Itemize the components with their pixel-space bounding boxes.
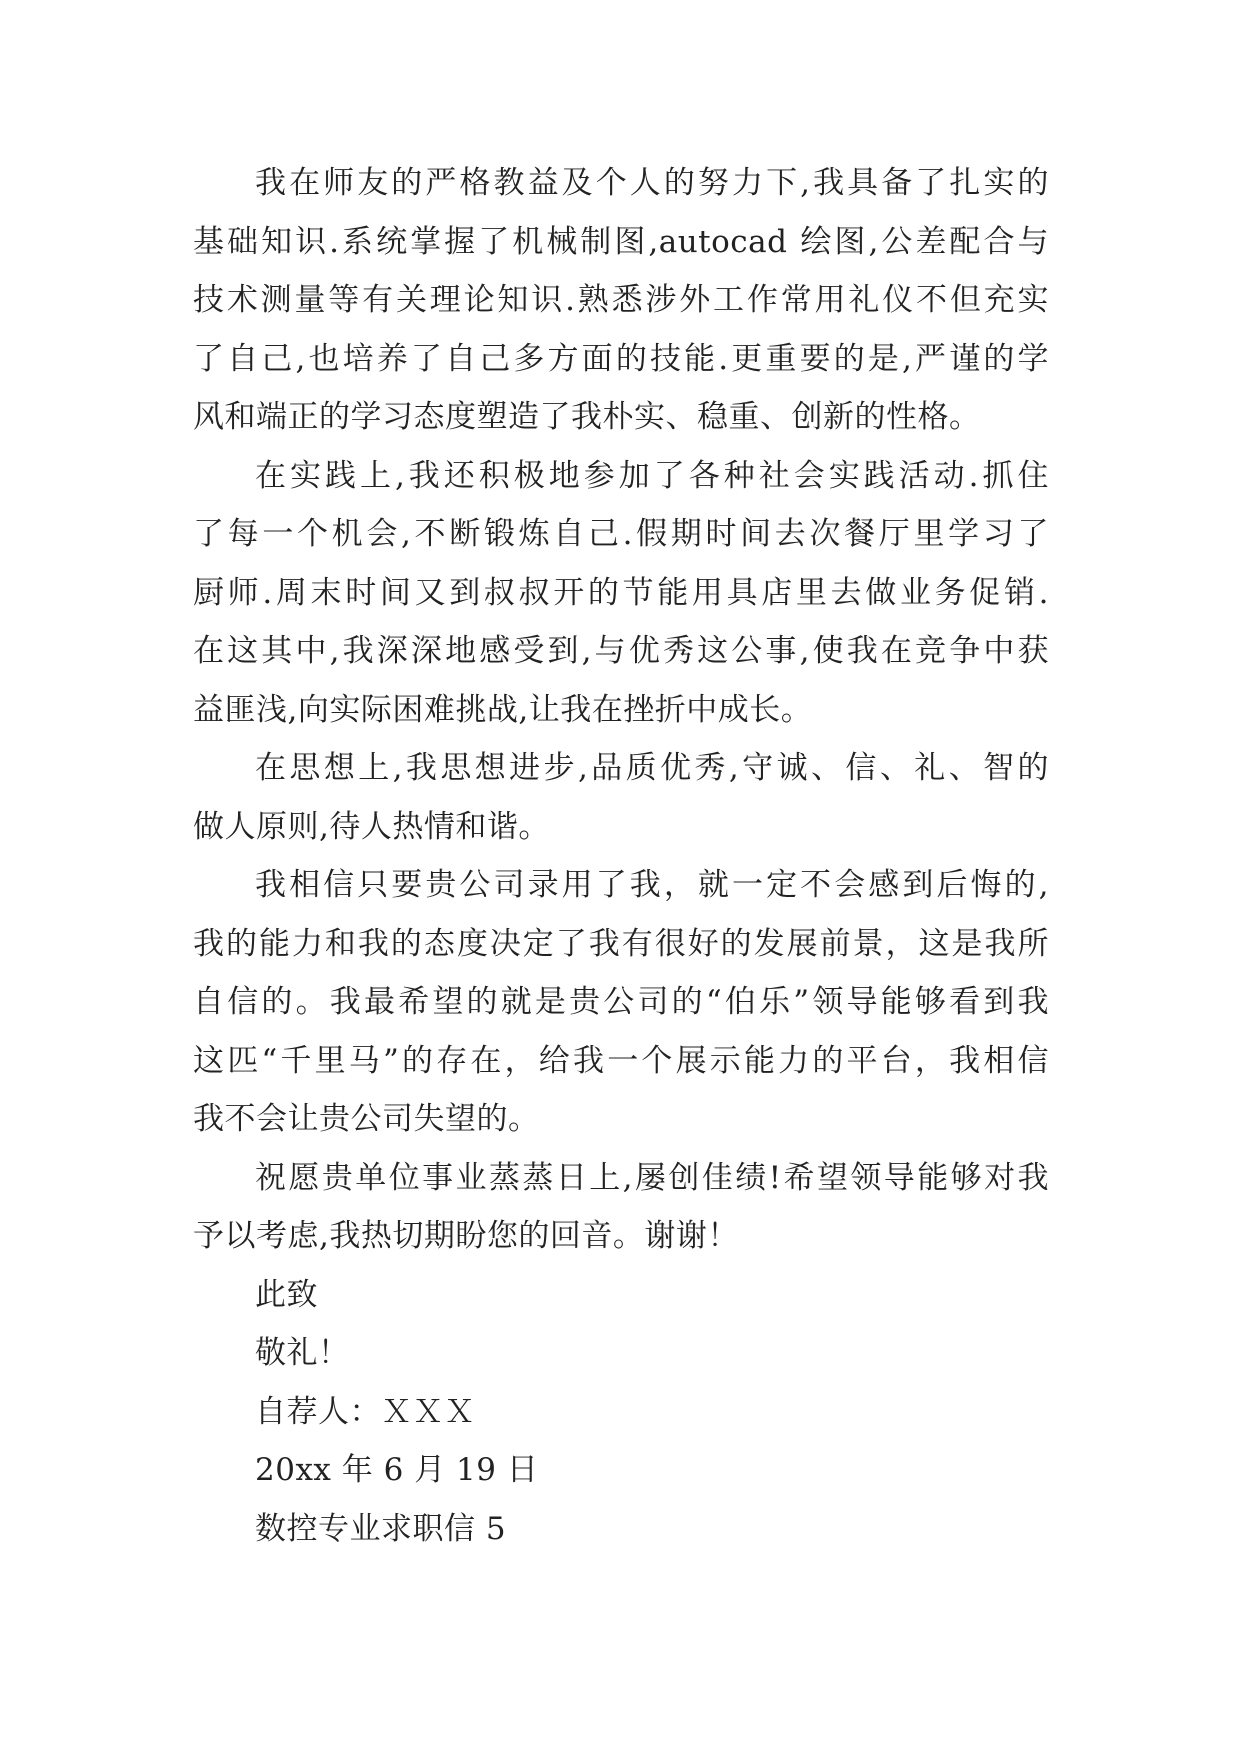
text-line: 我在师友的严格教益及个人的努力下,我具备了扎实的 — [255, 165, 1049, 201]
paragraph-practice — [193, 447, 1049, 740]
text-line: 益匪浅,向实际困难挑战,让我在挫折中成长。 — [193, 691, 813, 728]
text-line: 做人原则,待人热情和谐。 — [193, 808, 550, 845]
paragraph-education — [193, 154, 1049, 447]
paragraph-thought — [193, 739, 1049, 856]
text-line: 了自己,也培养了自己多方面的技能.更重要的是,严谨的学 — [193, 340, 1049, 377]
text-line: 风和端正的学习态度塑造了我朴实、稳重、创新的性格。 — [193, 399, 981, 435]
date-line: 20xx 年 6 月 19 日 — [255, 1452, 539, 1488]
text-line: 技术测量等有关理论知识.熟悉涉外工作常用礼仪不但充实 — [193, 282, 1049, 318]
text-line: 祝愿贵单位事业蒸蒸日上,屡创佳绩!希望领导能够对我 — [255, 1159, 1049, 1196]
text-line: 自信的。我最希望的就是贵公司的“伯乐”领导能够看到我 — [193, 984, 1049, 1020]
text-line: 这匹“千里马”的存在，给我一个展示能力的平台，我相信 — [193, 1042, 1049, 1079]
letter-body — [193, 154, 1049, 1558]
text-line: 我的能力和我的态度决定了我有很好的发展前景，这是我所 — [193, 925, 1049, 962]
closing-regards: 敬礼！ — [255, 1335, 350, 1371]
signer-line: 自荐人：ＸＸＸ — [255, 1393, 476, 1430]
paragraph-wishes — [193, 1149, 1049, 1266]
text-line: 在实践上,我还积极地参加了各种社会实践活动.抓住 — [255, 457, 1049, 494]
text-line: 在思想上,我思想进步,品质优秀,守诚、信、礼、智的 — [255, 750, 1049, 786]
text-line: 予以考虑,我热切期盼您的回音。谢谢！ — [193, 1218, 739, 1254]
text-line: 在这其中,我深深地感受到,与优秀这公事,使我在竞争中获 — [193, 633, 1049, 669]
text-line: 我相信只要贵公司录用了我，就一定不会感到后悔的, — [255, 867, 1049, 903]
closing-salutation: 此致 — [255, 1276, 318, 1313]
text-line: 了每一个机会,不断锻炼自己.假期时间去次餐厅里学习了 — [193, 516, 1049, 552]
text-line: 厨师.周末时间又到叔叔开的节能用具店里去做业务促销. — [193, 574, 1049, 611]
paragraph-confidence — [193, 856, 1049, 1149]
next-section-title: 数控专业求职信 5 — [255, 1510, 507, 1547]
text-line: 我不会让贵公司失望的。 — [193, 1101, 540, 1137]
text-line: 基础知识.系统掌握了机械制图,autocad 绘图,公差配合与 — [193, 223, 1049, 260]
